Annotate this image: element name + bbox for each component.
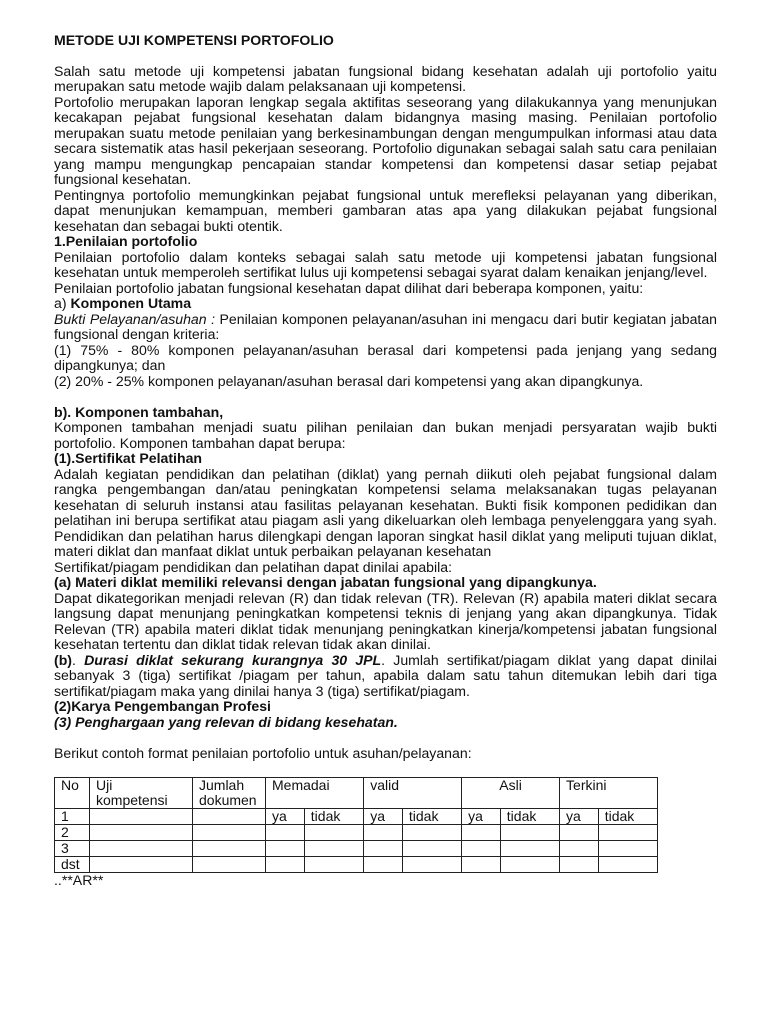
paragraph-komponen-tambahan: Komponen tambahan menjadi suatu pilihan penilaian dan bukan menjadi persyaratan wajib bukti portofolio. Komponen tambahan dapat berupa: <box>54 419 717 451</box>
table-cell <box>462 841 501 857</box>
spacer <box>54 730 717 746</box>
subheader-ya: ya <box>560 809 599 825</box>
paragraph-diklat: Adalah kegiatan pendidikan dan pelatihan (diklat) yang pernah diikuti oleh pejabat fungsional dalam rangka pengembangan dan/atau peningkatan kompetensi selama melaksanakan tugas pelayanan kesehatan di seluruh instansi atau fasilitas pelayanan kesehatan. Bukti fisik komponen pedidikan dan pelatihan ini berupa sertifikat atau piagam asli yang dikeluarkan oleh lembaga penyelenggara yang syah. Pendidikan dan pelatihan harus dilengkapi dengan laporan singkat hasil diklat yang meliputi tujuan diklat, materi diklat dan manfaat diklat untuk perbaikan pelayanan kesehatan <box>54 465 717 559</box>
subheader-ya: ya <box>266 809 305 825</box>
table-cell <box>193 857 266 873</box>
row-number: 3 <box>55 841 90 857</box>
paragraph-intro: Salah satu metode uji kompetensi jabatan fungsional bidang kesehatan adalah uji portofolio yaitu merupakan satu metode wajib dalam pelaksanaan uji kompetensi. <box>54 62 717 94</box>
table-cell <box>402 857 461 873</box>
table-cell <box>266 841 305 857</box>
table-cell <box>560 825 599 841</box>
heading-karya-pengembangan: (2)Karya Pengembangan Profesi <box>54 698 271 714</box>
footer-signature: ..**AR** <box>54 872 104 888</box>
paragraph-importance: Pentingnya portofolio memungkinkan pejabat fungsional untuk merefleksi pelayanan yang diberikan, dapat menunjukan kemampuan, memberi gambaran atas apa yang dilakukan pejabat fungsional kesehatan dan sebagai bukti otentik. <box>54 186 717 234</box>
criteria-item-1: (1) 75% - 80% komponen pelayanan/asuhan berasal dari kompetensi pada jenjang yang sedang dipangkunya; dan <box>54 341 717 373</box>
heading-komponen-tambahan: b). Komponen tambahan, <box>54 403 224 420</box>
heading-komponen-utama-label: Komponen Utama <box>70 295 192 311</box>
paragraph-portofolio-definition: Portofolio merupakan laporan lengkap segala aktifitas seseorang yang dilakukannya yang menunjukan kecakapan pejabat fungsional kesehatan dalam bidangnya masing masing. Penilaian portofolio merupakan suatu metode penilaian yang berkesinambungan dengan mengumpulkan informasi atau data secara sistematik atas hasil pekerjaan seseorang. Portofolio digunakan sebagai salah satu cara penilaian yang mampu mengungkap pencapaian standar kompetensi dan kompetensi dasar setiap pejabat fungsional kesehatan. <box>54 93 717 187</box>
subheader-ya: ya <box>462 809 501 825</box>
document-title: METODE UJI KOMPETENSI PORTOFOLIO <box>54 32 334 48</box>
paragraph-durasi-diklat <box>54 653 717 700</box>
table-row <box>55 825 658 841</box>
durasi-title: Durasi diklat sekurang kurangnya 30 JPL <box>84 651 382 668</box>
header-valid: valid <box>364 778 462 809</box>
table-cell <box>90 857 193 873</box>
bukti-text: Penilaian komponen pelayanan/asuhan ini mengacu dari butir kegiatan jabatan fungsional dengan kriteria: <box>54 310 718 342</box>
table-cell <box>304 825 363 841</box>
table-cell <box>560 857 599 873</box>
table-cell <box>500 841 559 857</box>
durasi-prefix: (b) <box>54 651 72 668</box>
paragraph-sertifikat-conditions: Sertifikat/piagam pendidikan dan pelatihan dapat dinilai apabila: <box>54 558 453 575</box>
table-header-row <box>55 778 658 809</box>
header-no: No <box>55 778 90 809</box>
header-terkini: Terkini <box>560 778 658 809</box>
table-cell <box>193 809 266 825</box>
paragraph-penilaian-context: Penilaian portofolio dalam konteks sebagai salah satu metode uji kompetensi jabatan fungsional kesehatan untuk memperoleh sertifikat lulus uji kompetensi sebagai syarat dalam kenaikan jenjang/level. <box>54 248 717 280</box>
table-cell <box>193 825 266 841</box>
table-cell <box>500 857 559 873</box>
table-cell <box>462 825 501 841</box>
durasi-dot: . <box>72 651 85 668</box>
heading-sertifikat-pelatihan: (1).Sertifikat Pelatihan <box>54 450 203 466</box>
document-page <box>54 33 717 889</box>
subheader-tidak: tidak <box>598 809 657 825</box>
heading-materi-diklat: (a) Materi diklat memiliki relevansi dengan jabatan fungsional yang dipangkunya. <box>54 574 597 590</box>
table-cell <box>90 841 193 857</box>
table-cell <box>402 841 461 857</box>
table-cell <box>598 825 657 841</box>
table-row <box>55 809 658 825</box>
criteria-item-2: (2) 20% - 25% komponen pelayanan/asuhan berasal dari kompetensi yang akan dipangkunya. <box>54 372 644 389</box>
table-cell <box>364 841 403 857</box>
spacer <box>54 389 717 405</box>
subheader-tidak: tidak <box>500 809 559 825</box>
subheader-ya: ya <box>364 809 403 825</box>
header-asli: Asli <box>462 778 560 809</box>
heading-komponen-utama <box>54 296 717 312</box>
header-memadai: Memadai <box>266 778 364 809</box>
durasi-text: . Jumlah sertifikat/piagam diklat yang dapat dinilai sebanyak 3 (tiga) sertifikat /piagam per tahun, apabila dalam satu tahun ditemukan lebih dari tiga sertifikat/piagam maka yang dinilai hanya 3 (tiga) sertifikat/piagam. <box>54 651 718 699</box>
subheader-tidak: tidak <box>402 809 461 825</box>
table-cell <box>266 857 305 873</box>
assessment-format-table <box>54 777 658 873</box>
header-jumlah-dokumen: Jumlah dokumen <box>193 778 266 809</box>
table-cell <box>90 809 193 825</box>
row-number: dst <box>55 857 90 873</box>
table-row <box>55 857 658 873</box>
table-cell <box>402 825 461 841</box>
table-cell <box>266 825 305 841</box>
table-cell <box>598 841 657 857</box>
table-cell <box>304 841 363 857</box>
table-row <box>55 841 658 857</box>
paragraph-format-intro: Berikut contoh format penilaian portofolio untuk asuhan/pelayanan: <box>54 744 472 761</box>
table-cell <box>364 825 403 841</box>
table-cell <box>598 857 657 873</box>
table-cell <box>462 857 501 873</box>
paragraph-komponen-intro: Penilaian portofolio jabatan fungsional kesehatan dapat dilihat dari beberapa komponen, yaitu: <box>54 279 644 296</box>
table-cell <box>304 857 363 873</box>
heading-prefix: a) <box>54 295 71 311</box>
subheader-tidak: tidak <box>304 809 363 825</box>
row-number: 2 <box>55 825 90 841</box>
table-cell <box>500 825 559 841</box>
heading-penilaian-portofolio: 1.Penilaian portofolio <box>54 233 198 249</box>
table-cell <box>560 841 599 857</box>
table-cell <box>90 825 193 841</box>
heading-penghargaan: (3) Penghargaan yang relevan di bidang kesehatan. <box>54 713 398 730</box>
paragraph-relevansi: Dapat dikategorikan menjadi relevan (R) dan tidak relevan (TR). Relevan (R) apabila materi diklat secara langsung dapat menunjang peningkatkan kompetensi teknis di jenjang yang akan dipangkunya. Tidak Relevan (TR) apabila materi diklat tidak menunjang peningkatkan kinerja/kompetensi jabatan fungsional kesehatan tertentu dan diklat tidak relevan tidak akan dinilai. <box>54 589 717 652</box>
row-number: 1 <box>55 809 90 825</box>
bukti-label: Bukti Pelayanan/asuhan : <box>54 310 216 327</box>
paragraph-bukti-pelayanan <box>54 312 717 343</box>
table-cell <box>193 841 266 857</box>
table-cell <box>364 857 403 873</box>
header-uji-kompetensi: Uji kompetensi <box>90 778 193 809</box>
